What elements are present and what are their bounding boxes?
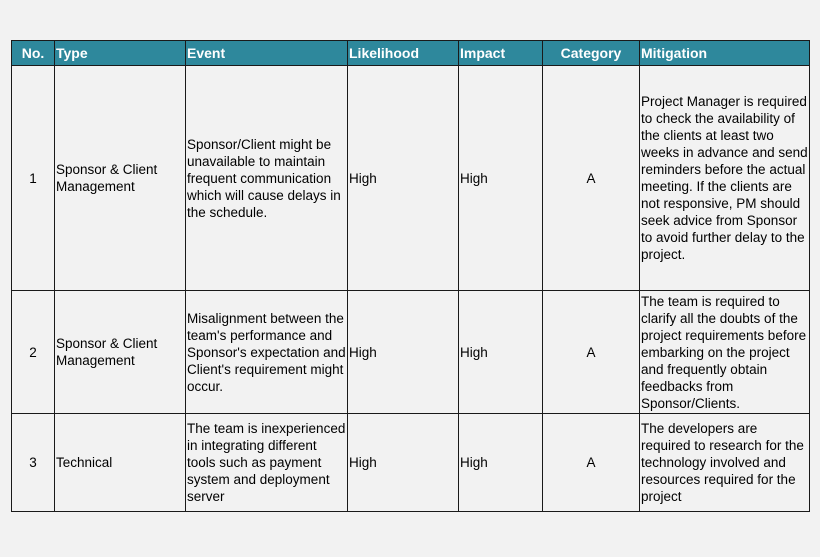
risk-table [11, 40, 810, 512]
cell-impact: High [459, 414, 543, 512]
table-row [12, 291, 810, 414]
header-event: Event [186, 41, 348, 66]
header-type: Type [55, 41, 186, 66]
header-row [12, 41, 810, 66]
cell-mitigation: The team is required to clarify all the doubts of the project requirements before embarking on the project and frequently obtain feedbacks from Sponsor/Clients. [640, 291, 810, 414]
table-row [12, 414, 810, 512]
cell-no: 1 [12, 66, 55, 291]
header-mitigation: Mitigation [640, 41, 810, 66]
cell-event: Misalignment between the team's performance and Sponsor's expectation and Client's requirement might occur. [186, 291, 348, 414]
cell-no: 2 [12, 291, 55, 414]
header-impact: Impact [459, 41, 543, 66]
header-likelihood: Likelihood [348, 41, 459, 66]
cell-likelihood: High [348, 66, 459, 291]
cell-likelihood: High [348, 414, 459, 512]
header-category: Category [543, 41, 640, 66]
cell-impact: High [459, 291, 543, 414]
cell-type: Sponsor & Client Management [55, 291, 186, 414]
cell-event: Sponsor/Client might be unavailable to maintain frequent communication which will cause delays in the schedule. [186, 66, 348, 291]
cell-category: A [543, 66, 640, 291]
cell-event: The team is inexperienced in integrating different tools such as payment system and deployment server [186, 414, 348, 512]
cell-type: Technical [55, 414, 186, 512]
cell-category: A [543, 291, 640, 414]
cell-mitigation: Project Manager is required to check the availability of the clients at least two weeks in advance and send reminders before the actual meeting. If the clients are not responsive, PM should seek advice from Sponsor to avoid further delay to the project. [640, 66, 810, 291]
header-no: No. [12, 41, 55, 66]
cell-likelihood: High [348, 291, 459, 414]
table-row [12, 66, 810, 291]
cell-category: A [543, 414, 640, 512]
cell-type: Sponsor & Client Management [55, 66, 186, 291]
cell-impact: High [459, 66, 543, 291]
cell-mitigation: The developers are required to research for the technology involved and resources required for the project [640, 414, 810, 512]
cell-no: 3 [12, 414, 55, 512]
